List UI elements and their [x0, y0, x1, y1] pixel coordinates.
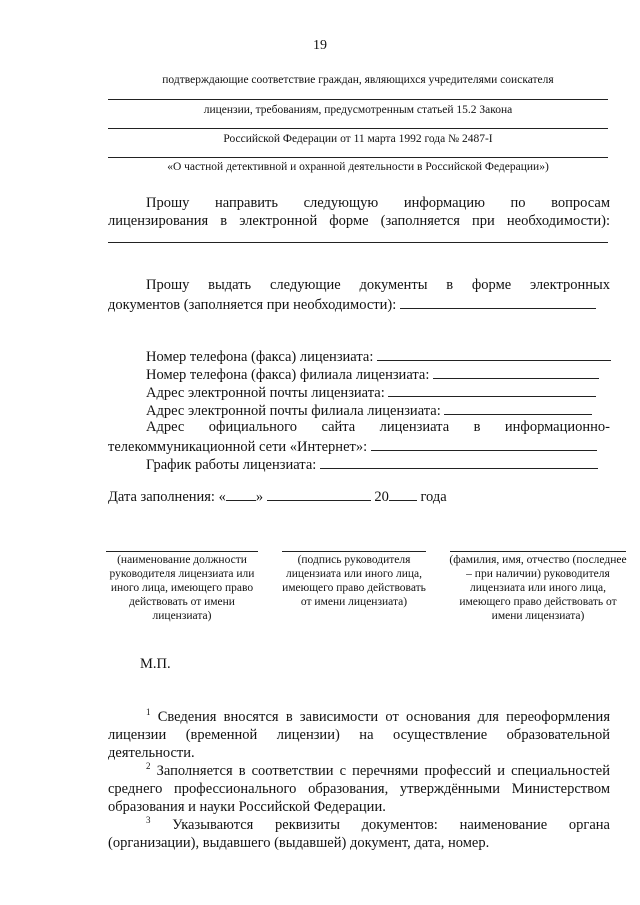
header-line-1: подтверждающие соответствие граждан, являющихся учредителями соискателя — [162, 74, 554, 86]
header-line-2: лицензии, требованиям, предусмотренным статьей 15.2 Закона — [203, 104, 513, 116]
date-year-suffix: года — [420, 489, 447, 505]
footnote-2-mark: 2 — [146, 761, 151, 771]
field-branch-email-label: Адрес электронной почты филиала лицензиата: — [146, 403, 441, 419]
footnote-2-text: Заполняется в соответствии с перечнями профессий и специальностей среднего профессионального образования, утверждёнными Министерством образования и науки Российской Федерации. — [108, 763, 610, 815]
field-schedule — [146, 454, 598, 474]
request-docs-line-2 — [108, 294, 610, 314]
header-rule — [108, 99, 608, 100]
field-website-input[interactable] — [371, 436, 597, 451]
field-website-line-1: Адрес официального сайта лицензиата в информационно- — [146, 419, 610, 435]
date-fill — [108, 486, 610, 506]
field-schedule-input[interactable] — [320, 454, 598, 469]
field-email-label: Адрес электронной почты лицензиата: — [146, 385, 385, 401]
signature-line-name[interactable] — [450, 551, 626, 552]
request-info-line-1: Прошу направить следующую информацию по вопросам — [146, 195, 610, 211]
footnote-1 — [108, 703, 610, 762]
date-fill-label: Дата заполнения: « — [108, 489, 226, 505]
date-month-input[interactable] — [267, 486, 371, 501]
field-email-input[interactable] — [388, 382, 596, 397]
signature-caption-position: (наименование должности руководителя лицензиата или иного лица, имеющего право действовать от имени лицензиата) — [109, 554, 255, 622]
date-year-prefix: 20 — [374, 489, 389, 505]
field-branch-phone-label: Номер телефона (факса) филиала лицензиата: — [146, 367, 430, 383]
header-line-3: Российской Федерации от 11 марта 1992 года № 2487-I — [223, 133, 493, 145]
signature-caption-sign: (подпись руководителя лицензиата или иного лица, имеющего право действовать от имени лицензиата) — [282, 554, 426, 608]
date-day-input[interactable] — [226, 486, 256, 501]
field-website-line-2 — [108, 436, 610, 456]
field-branch-email-input[interactable] — [444, 400, 592, 415]
footnote-3-text: Указываются реквизиты документов: наименование органа (организации), выдавшего (выдавшей) документ, дата, номер. — [108, 817, 610, 851]
signature-line-sign[interactable] — [282, 551, 426, 552]
footnote-3 — [108, 811, 610, 852]
footnote-1-text: Сведения вносятся в зависимости от основания для переоформления лицензии (временной лицензии) на осуществление образовательной деятельности. — [108, 709, 610, 761]
field-phone-input[interactable] — [377, 346, 611, 361]
field-email — [146, 382, 596, 402]
signature-line-position[interactable] — [106, 551, 258, 552]
field-phone-label: Номер телефона (факса) лицензиата: — [146, 349, 374, 365]
field-schedule-label: График работы лицензиата: — [146, 457, 317, 473]
field-website-label: телекоммуникационной сети «Интернет»: — [108, 439, 368, 455]
page-number: 19 — [313, 38, 327, 53]
seal-mark: М.П. — [140, 656, 171, 672]
request-info-blank[interactable] — [108, 242, 608, 243]
footnote-1-mark: 1 — [146, 707, 151, 717]
field-branch-phone — [146, 364, 599, 384]
header-rule — [108, 157, 608, 158]
footnote-2 — [108, 757, 610, 816]
field-phone — [146, 346, 611, 366]
request-docs-blank[interactable] — [400, 294, 596, 309]
date-year-input[interactable] — [389, 486, 417, 501]
request-docs-label: документов (заполняется при необходимости): — [108, 297, 397, 313]
request-docs-line-1: Прошу выдать следующие документы в форме электронных — [146, 277, 610, 293]
date-fill-close-quote: » — [255, 489, 264, 505]
field-branch-phone-input[interactable] — [433, 364, 599, 379]
signature-caption-name: (фамилия, имя, отчество (последнее – при наличии) руководителя лицензиата или иного лица, имеющего право действовать от имени лицензиата) — [449, 554, 627, 622]
header-line-4: «О частной детективной и охранной деятельности в Российской Федерации») — [167, 161, 549, 173]
footnote-3-mark: 3 — [146, 815, 151, 825]
field-branch-email — [146, 400, 592, 420]
header-rule — [108, 128, 608, 129]
request-info-line-2: лицензирования в электронной форме (заполняется при необходимости): — [108, 213, 610, 229]
